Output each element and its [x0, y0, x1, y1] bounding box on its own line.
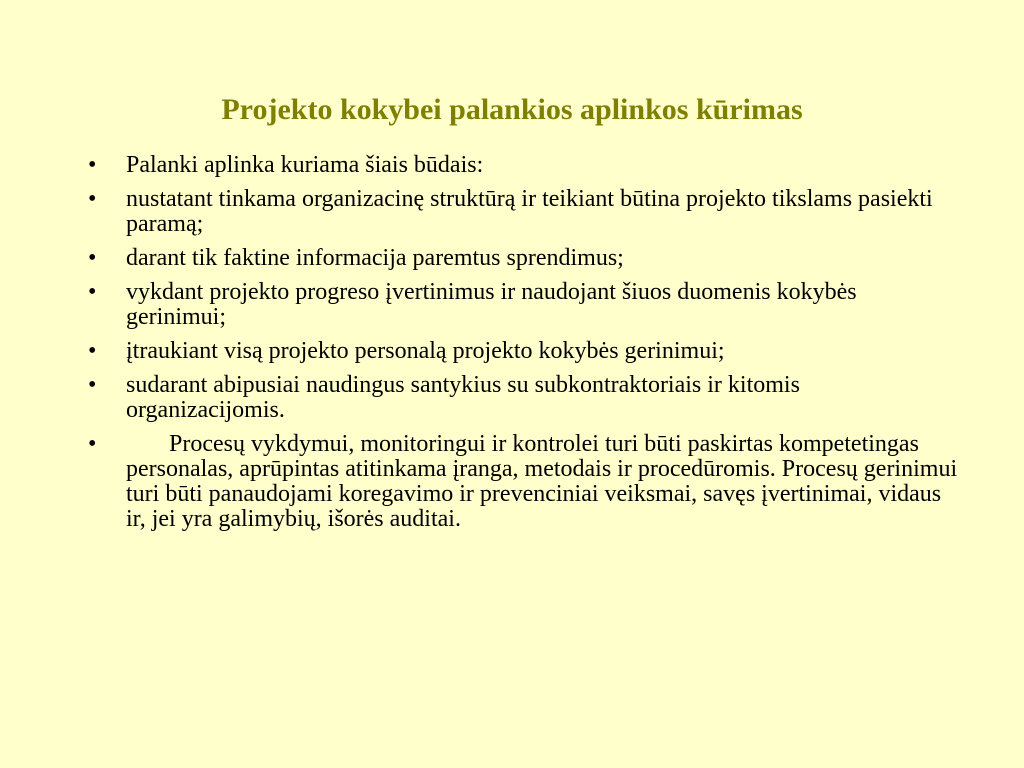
list-item [88, 187, 958, 237]
bullet-icon: • [88, 338, 97, 364]
bullet-icon: • [88, 431, 97, 457]
bullet-icon: • [88, 245, 97, 271]
bullet-text: darant tik faktine informacija paremtus sprendimus; [126, 245, 624, 271]
list-item [88, 432, 958, 532]
list-item [88, 280, 958, 330]
bullet-icon: • [88, 186, 97, 212]
bullet-icon: • [88, 279, 97, 305]
list-item [88, 153, 958, 178]
list-item [88, 339, 958, 364]
list-item [88, 246, 958, 271]
bullet-text: vykdant projekto progreso įvertinimus ir naudojant šiuos duomenis kokybės gerinimui; [126, 279, 857, 330]
bullet-text: įtraukiant visą projekto personalą projekto kokybės gerinimui; [126, 338, 725, 364]
list-item [88, 373, 958, 423]
bullet-icon: • [88, 372, 97, 398]
bullet-text: sudarant abipusiai naudingus santykius su subkontraktoriais ir kitomis organizacijomis. [126, 372, 800, 423]
bullet-list [88, 153, 958, 541]
bullet-text: Palanki aplinka kuriama šiais būdais: [126, 152, 484, 178]
slide-title: Projekto kokybei palankios aplinkos kūrimas [221, 93, 803, 126]
bullet-text: Procesų vykdymui, monitoringui ir kontrolei turi būti paskirtas kompetetingas personalas, aprūpintas atitinkama įranga, metodais ir procedūromis. Procesų gerinimui turi būti panaudojami koregavimo ir prevenciniai veiksmai, savęs įvertinimai, vidaus ir, jei yra galimybių, išorės auditai. [126, 431, 958, 532]
bullet-text: nustatant tinkama organizacinę struktūrą ir teikiant būtina projekto tikslams pasiekti paramą; [126, 186, 933, 237]
bullet-icon: • [88, 152, 97, 178]
